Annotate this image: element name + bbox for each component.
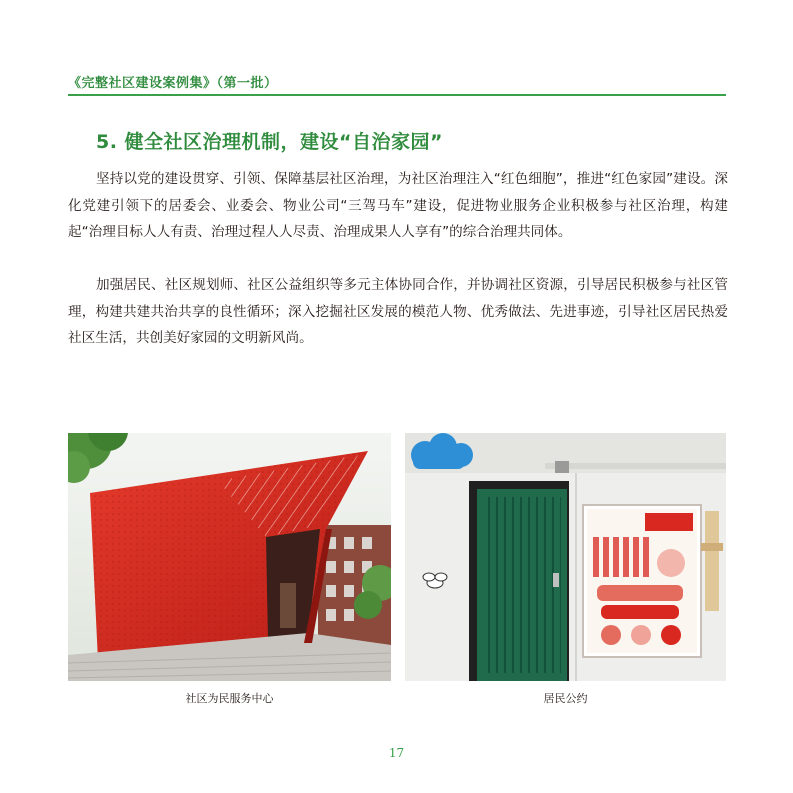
section-title: 5. 健全社区治理机制，建设“自治家园”	[96, 131, 444, 153]
page-number: 17	[388, 746, 405, 760]
caption-community-service-center: 社区为民服务中心	[185, 692, 274, 705]
photo-residents-convention	[405, 433, 726, 681]
header-divider	[68, 94, 726, 96]
body-paragraph-2: 加强居民、社区规划师、社区公益组织等多元主体协同合作，并协调社区资源，引导居民积极参与社区管理，构建共建共治共享的良性循环；深入挖掘社区发展的模范人物、优秀做法、先进事迹，引导社区居民热爱社区生活，共创美好家园的文明新风尚。	[68, 277, 728, 346]
caption-residents-convention: 居民公约	[543, 692, 588, 705]
body-paragraph-1: 坚持以党的建设贯穿、引领、保障基层社区治理，为社区治理注入“红色细胞”，推进“红色家园”建设。深化党建引领下的居委会、业委会、物业公司“三驾马车”建设，促进物业服务企业积极参与社区治理，构建起“治理目标人人有责、治理过程人人尽责、治理成果人人享有”的综合治理共同体。	[68, 171, 728, 240]
running-header: 《完整社区建设案例集》（第一批）	[68, 76, 278, 91]
photo-community-service-center	[68, 433, 391, 681]
